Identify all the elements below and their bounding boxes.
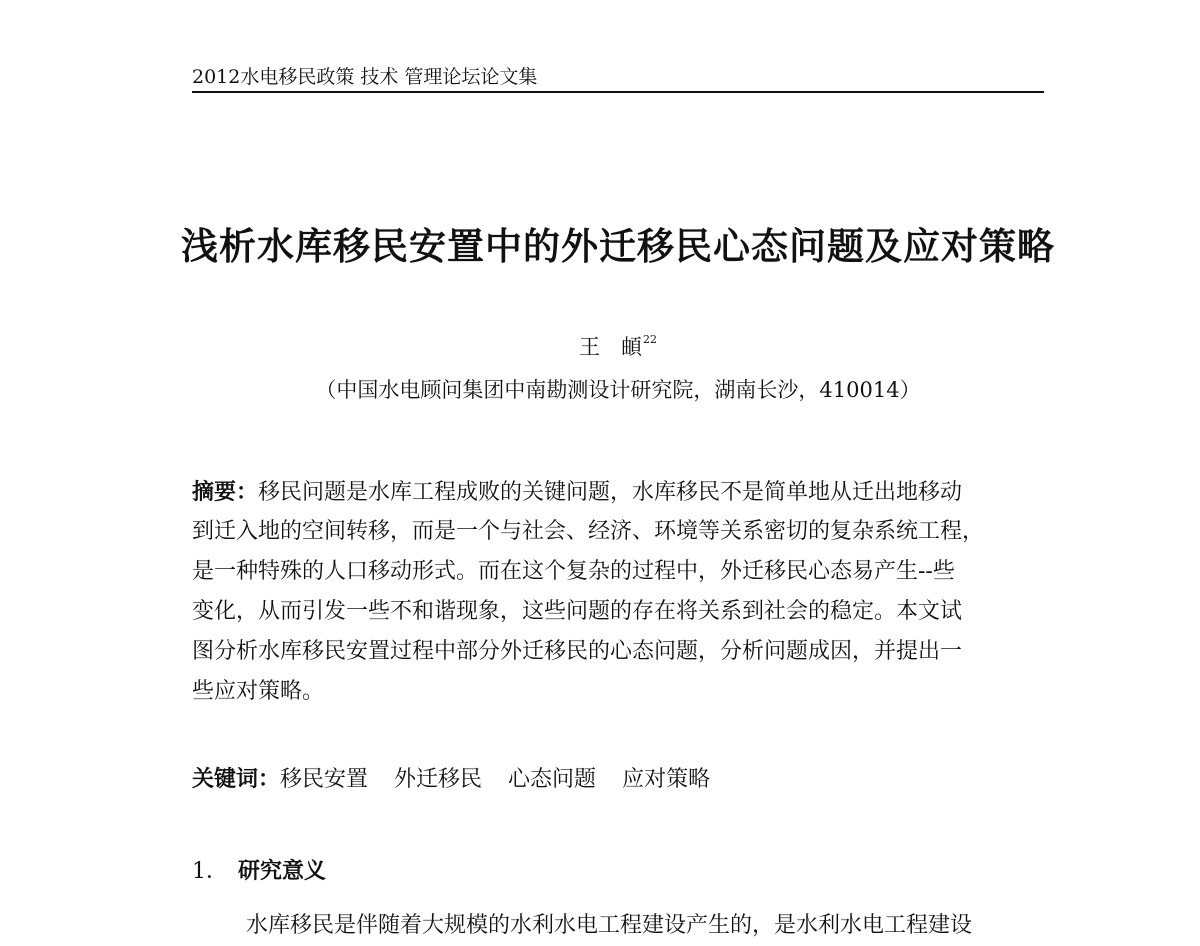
abstract-line: 些应对策略。 xyxy=(192,679,325,704)
keyword: 外迁移民 xyxy=(394,767,483,792)
keyword: 心态问题 xyxy=(508,767,597,792)
section-number: 1． xyxy=(192,859,228,884)
keywords-label: 关键词： xyxy=(192,766,281,792)
section-title: 研究意义 xyxy=(238,858,327,884)
author-name: 王 頔 xyxy=(579,335,642,359)
author-affiliation: （中国水电顾问集团中南勘测设计研究院，湖南长沙，410014） xyxy=(315,378,921,402)
abstract-line: 是一种特殊的人口移动形式。而在这个复杂的过程中，外迁移民心态易产生--些 xyxy=(192,559,955,584)
author-footnote-mark: 22 xyxy=(643,333,657,346)
section-heading xyxy=(192,851,326,892)
abstract-line: 到迁入地的空间转移，而是一个与社会、经济、环境等关系密切的复杂系统工程， xyxy=(192,519,985,544)
paper-title: 浅析水库移民安置中的外迁移民心态问题及应对策略 xyxy=(181,224,1055,268)
abstract-line: 变化，从而引发一些不和谐现象，这些问题的存在将关系到社会的稳定。本文试 xyxy=(192,599,963,624)
keyword: 应对策略 xyxy=(622,767,711,792)
body-paragraph: 水库移民是伴随着大规模的水利水电工程建设产生的，是水利水电工程建设 xyxy=(246,913,973,938)
running-header: 2012水电移民政策 技术 管理论坛论文集 xyxy=(192,66,538,88)
abstract-text: 移民问题是水库工程成败的关键问题，水库移民不是简单地从迁出地移动 xyxy=(258,480,963,505)
author-line xyxy=(0,322,1200,365)
abstract-label: 摘要： xyxy=(192,479,259,505)
abstract xyxy=(192,472,1052,712)
header-rule xyxy=(192,91,1044,93)
abstract-line xyxy=(192,472,1052,512)
keywords xyxy=(192,759,1052,800)
abstract-line: 图分析水库移民安置过程中部分外迁移民的心态问题，分析问题成因，并提出一 xyxy=(192,639,963,664)
keyword: 移民安置 xyxy=(280,767,369,792)
